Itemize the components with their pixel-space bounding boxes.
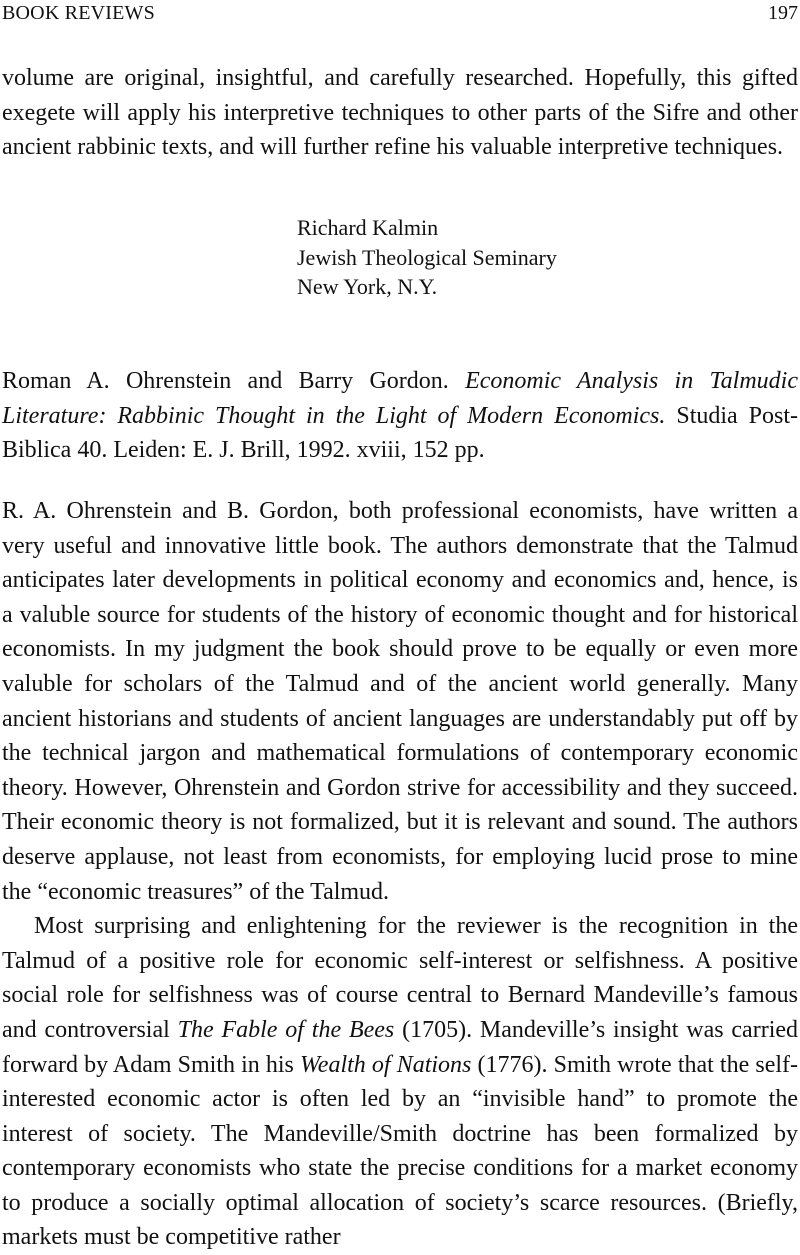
- review-paragraph-1: R. A. Ohrenstein and B. Gordon, both professional economists, have written a very useful and innovative little book. The authors demonstrate that the Talmud anticipates later developments in political economy and economics and, hence, is a valuble source for students of the history of economic thought and for historical economists. In my judgment the book should prove to be equally or even more valuble for scholars of the Talmud and of the ancient world generally. Many ancient historians and students of ancient languages are understandably put off by the technical jargon and mathematical formulations of contemporary economic theory. However, Ohrenstein and Gordon strive for accessibility and they succeed. Their economic theory is not formalized, but it is relevant and sound. The authors deserve applause, not least from economists, for employing lucid prose to mine the “economic treasures” of the Talmud.: [2, 498, 798, 905]
- paragraph-2-part-1: Most surprising and enlightening for the reviewer is the recognition in the Talmud of a positive role for economic self-interest or selfishness. A positive social role for selfishness was of course central to Bernard Mandeville’s famous and controversial: [2, 913, 798, 1043]
- previous-review-closing: [2, 61, 798, 165]
- paragraph-2-part-2: (1705). Mandeville’s insight was carried forward by Adam Smith in his: [2, 1016, 799, 1078]
- citation-details: Studia Post-Biblica 40. Leiden: E. J. Brill, 1992. xviii, 152 pp.: [2, 402, 799, 463]
- wealth-of-nations-title: Wealth of Nations: [300, 1051, 472, 1078]
- fable-of-the-bees-title: The Fable of the Bees: [177, 1016, 395, 1043]
- reviewer-name: Richard Kalmin: [297, 215, 439, 240]
- running-head: [2, 0, 798, 26]
- reviewer-location: New York, N.Y.: [297, 274, 438, 299]
- running-title: BOOK REVIEWS: [2, 2, 155, 24]
- citation-authors: Roman A. Ohrenstein and Barry Gordon.: [2, 368, 449, 394]
- closing-paragraph: volume are original, insightful, and carefully researched. Hopefully, this gifted exegete will apply his interpretive techniques to other parts of the Sifre and other ancient rabbinic texts, and will further refine his valuable interpretive techniques.: [2, 65, 798, 161]
- book-citation: [2, 364, 798, 468]
- citation-title: Economic Analysis in Talmudic Literature: Rabbinic Thought in the Light of Modern Economics.: [2, 368, 798, 429]
- review-body: [2, 494, 798, 1255]
- reviewer-signature: [297, 213, 557, 302]
- reviewer-institution: Jewish Theological Seminary: [297, 244, 557, 270]
- review-paragraph-2: [2, 909, 798, 1255]
- page-number: 197: [768, 2, 798, 24]
- paragraph-2-part-3: (1776). Smith wrote that the self-interested economic actor is often led by an “invisible hand” to promote the interest of society. The Mandeville/Smith doctrine has been formalized by contemporary economists who state the precise conditions for a market economy to produce a socially optimal allocation of society’s scarce resources. (Briefly, markets must be competitive rather: [2, 1051, 799, 1251]
